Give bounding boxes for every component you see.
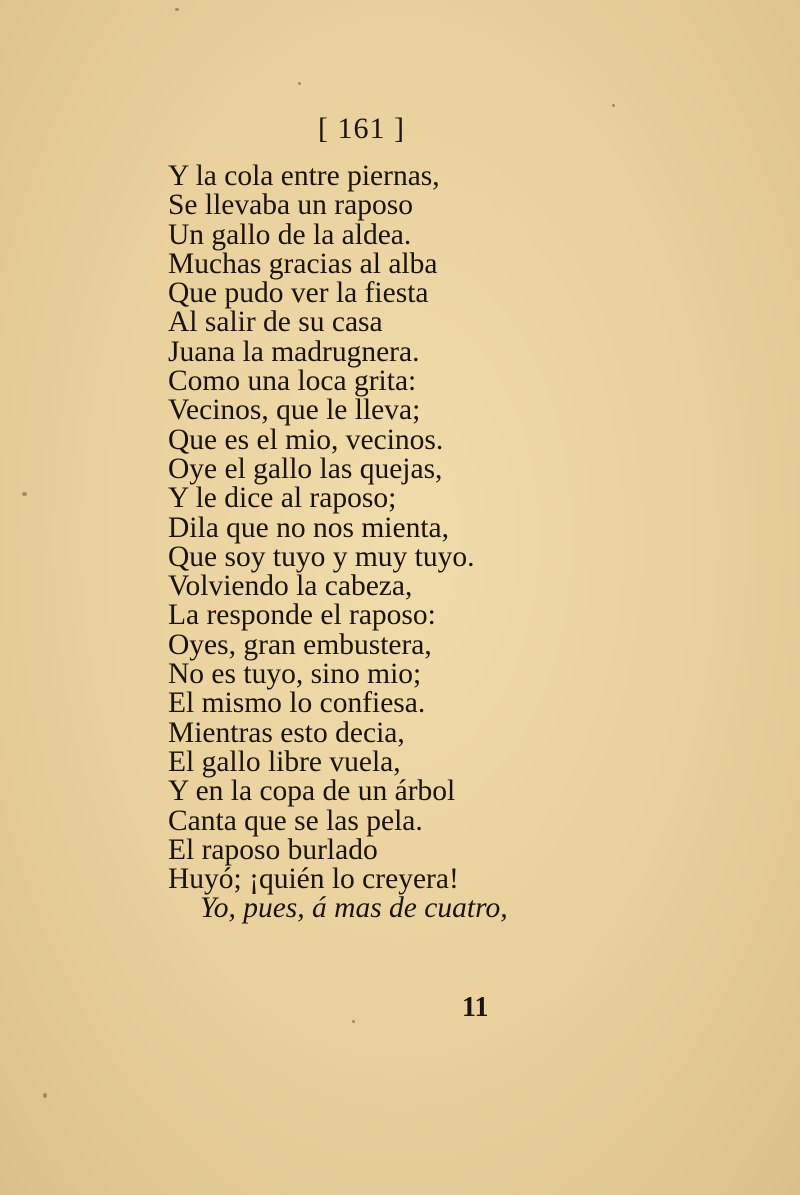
page-number-header: [ 161 ] <box>318 112 405 145</box>
poem-text <box>168 162 588 924</box>
poem-line: Y la cola entre piernas, <box>168 160 440 192</box>
poem-line: Volviendo la cabeza, <box>168 570 413 603</box>
paper-speck <box>43 1093 47 1098</box>
poem-line: El mismo lo confiesa. <box>168 687 426 720</box>
poem-line: Que es el mio, vecinos. <box>168 423 444 456</box>
poem-line: El gallo libre vuela, <box>168 745 401 778</box>
poem-line: Yo, pues, á mas de cuatro, <box>200 892 508 925</box>
poem-line: Un gallo de la aldea. <box>168 218 412 251</box>
signature-mark: 11 <box>462 992 489 1023</box>
poem-line: Muchas gracias al alba <box>168 247 438 280</box>
poem-line: Dila que no nos mienta, <box>168 511 450 544</box>
poem-line: Y le dice al raposo; <box>168 482 397 515</box>
paper-speck <box>352 1020 355 1023</box>
poem-line: Juana la madrugnera. <box>168 335 420 368</box>
poem-line: Y en la copa de un árbol <box>168 775 456 808</box>
poem-line: No es tuyo, sino mio; <box>168 658 422 691</box>
poem-line: Huyó; ¡quién lo creyera! <box>168 863 459 896</box>
poem-line: Como una loca grita: <box>168 365 417 398</box>
poem-line: Oye el gallo las quejas, <box>168 452 443 485</box>
poem-line: El raposo burlado <box>168 833 378 866</box>
poem-line: Vecinos, que le lleva; <box>168 394 421 427</box>
poem-line: Se llevaba un raposo <box>168 189 413 222</box>
paper-speck <box>175 8 179 11</box>
poem-line: Oyes, gran embustera, <box>168 628 432 661</box>
poem-line: La responde el raposo: <box>168 599 436 632</box>
poem-line: Que soy tuyo y muy tuyo. <box>168 540 475 573</box>
paper-speck <box>612 104 615 107</box>
poem-line: Canta que se las pela. <box>168 804 423 837</box>
poem-line: Al salir de su casa <box>168 306 383 339</box>
paper-speck <box>22 492 27 496</box>
poem-line: Mientras esto decia, <box>168 716 405 749</box>
paper-speck <box>298 82 301 85</box>
poem-line: Que pudo ver la fiesta <box>168 277 429 310</box>
